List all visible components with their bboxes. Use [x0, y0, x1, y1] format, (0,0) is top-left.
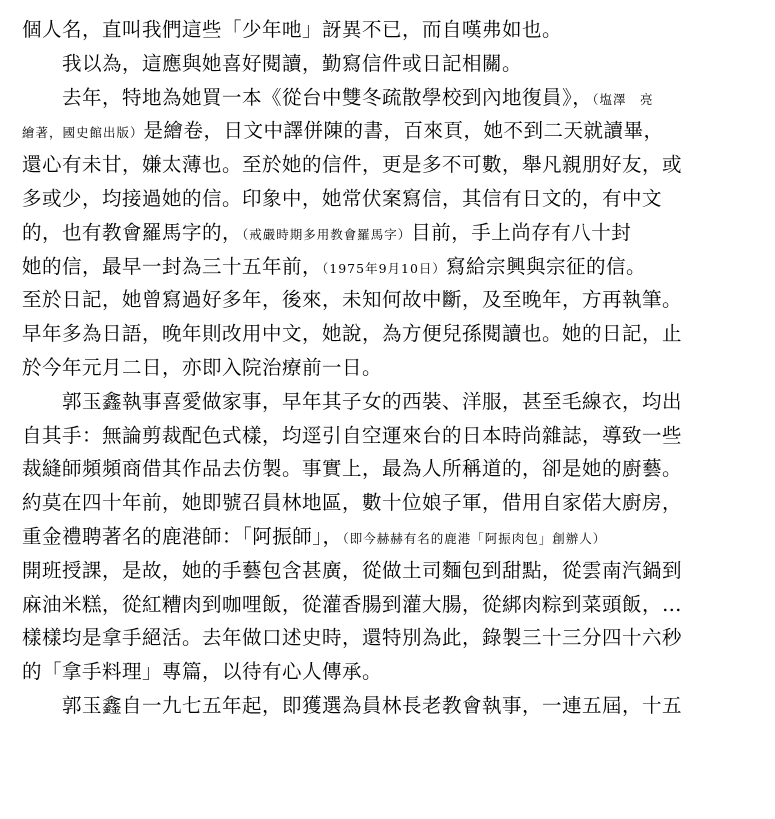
text-line: [22, 591, 757, 619]
text-line: [22, 422, 757, 450]
body-text: 郭玉鑫執事喜愛做家事，早年其子女的西裝、洋服，甚至毛線衣，均出: [62, 389, 683, 413]
text-line: [22, 151, 757, 179]
body-text: 郭玉鑫自一九七五年起，即獲選為員林長老教會執事，一連五屆，十五: [62, 694, 683, 717]
text-line: [22, 624, 757, 652]
text-line: [22, 489, 757, 517]
body-text: 還心有未甘，嫌太薄也。至於她的信件，更是多不可數，舉凡親朋好友，或: [22, 153, 683, 177]
text-line: [22, 523, 757, 551]
annotation-text: （塩澤 亮: [592, 91, 654, 107]
text-line: [22, 117, 757, 145]
text-line: [22, 185, 757, 213]
body-text: 開班授課，是故，她的手藝包含甚廣，從做土司麵包到甜點，從雲南汽鍋到: [22, 558, 683, 582]
body-text: 的，也有教會羅馬字的，: [22, 220, 243, 244]
text-line: [62, 50, 757, 78]
body-text: 多或少，均接過她的信。印象中，她常伏案寫信，其信有日文的，有中文: [22, 187, 663, 210]
body-text: 目前，手上尚存有八十封: [411, 220, 632, 244]
text-line: [22, 320, 757, 348]
text-line: [22, 455, 757, 483]
body-text: 的「拿手料理」專篇，以待有心人傳承。: [22, 660, 383, 684]
body-text: 於今年元月二日，亦即入院治療前一日。: [22, 356, 383, 379]
text-line: [22, 354, 757, 382]
text-line: [22, 658, 757, 686]
body-text: 個人名，直叫我們這些「少年吔」訝異不已，而自嘆弗如也。: [22, 18, 563, 41]
body-text: 去年，特地為她買一本《從台中雙冬疏散學校到內地復員》，: [62, 85, 593, 109]
annotation-text: （1975年9月10日）: [322, 260, 446, 276]
text-line: [22, 557, 757, 585]
body-text: 麻油米糕，從紅糟肉到咖哩飯，從灌香腸到灌大腸，從綁肉粽到菜頭飯，…: [22, 592, 683, 616]
body-text: 她的信，最早一封為三十五年前，: [22, 254, 323, 278]
body-text: 早年多為日語，晚年則改用中文，她說，為方便兒孫閱讀也。她的日記，止: [22, 322, 683, 346]
body-text: 至於日記，她曾寫過好多年，後來，未知何故中斷，及至晚年，方再執筆。: [22, 288, 683, 312]
annotation-text: 繪著，國史館出版）: [22, 125, 144, 141]
body-text: 重金禮聘著名的鹿港師：「阿振師」，: [22, 525, 343, 548]
text-line: [62, 84, 757, 112]
text-line: [62, 692, 757, 720]
body-text: 我以為，這應與她喜好閱讀，勤寫信件或日記相關。: [62, 51, 523, 75]
annotation-text: （戒嚴時期多用教會羅馬字）: [242, 226, 412, 242]
body-text: 自其手：無論剪裁配色式樣，均逕引自空運來台的日本時尚雜誌，導致一些: [22, 423, 683, 447]
text-line: [22, 16, 757, 44]
body-text: 約莫在四十年前，她即號召員林地區，數十位娘子軍，借用自家偌大廚房，: [22, 491, 683, 515]
text-line: [22, 253, 757, 281]
text-line: [22, 219, 757, 247]
annotation-text: （即今赫赫有名的鹿港「阿振肉包」創辦人）: [342, 531, 607, 546]
body-text: 樣樣均是拿手絕活。去年做口述史時，還特別為此，錄製三十三分四十六秒: [22, 626, 683, 650]
body-text: 是繪卷，日文中譯併陳的書，百來頁，她不到二天就讀畢，: [143, 119, 664, 143]
body-text: 裁縫師頻頻商借其作品去仿製。事實上，最為人所稱道的，卻是她的廚藝。: [22, 457, 683, 481]
body-text: 寫給宗興與宗征的信。: [445, 254, 646, 278]
text-line: [62, 388, 757, 416]
text-line: [22, 286, 757, 314]
